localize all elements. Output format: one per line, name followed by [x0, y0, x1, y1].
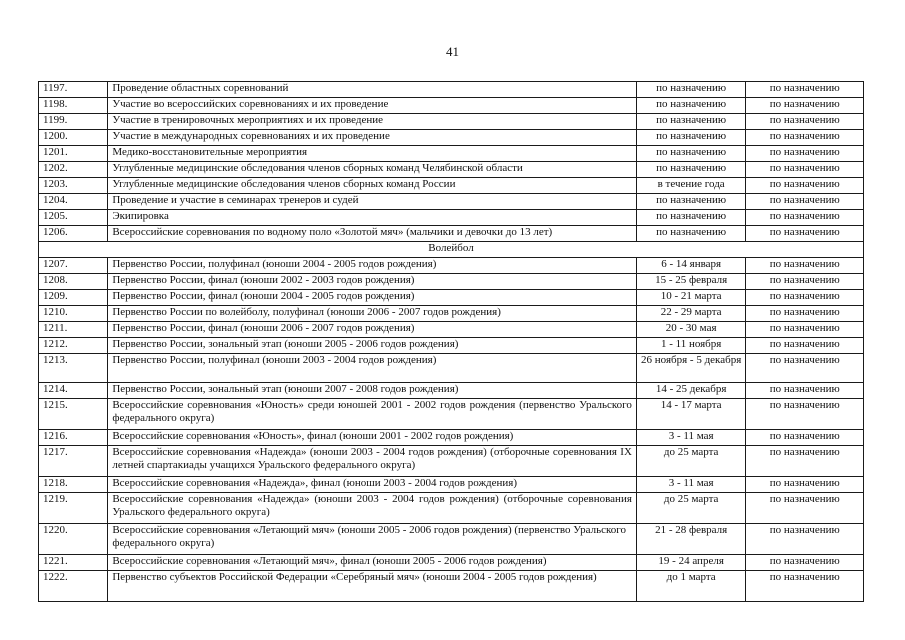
row-number: 1209. — [39, 290, 108, 306]
table-row — [39, 399, 864, 430]
row-number: 1216. — [39, 430, 108, 446]
event-place: по назначению — [746, 98, 864, 114]
row-number: 1213. — [39, 354, 108, 383]
row-number: 1201. — [39, 146, 108, 162]
table-row — [39, 210, 864, 226]
table-row — [39, 162, 864, 178]
event-date: 6 - 14 января — [636, 258, 746, 274]
event-date: по назначению — [636, 194, 746, 210]
row-number: 1212. — [39, 338, 108, 354]
row-number: 1218. — [39, 477, 108, 493]
event-place: по назначению — [746, 194, 864, 210]
table-row — [39, 322, 864, 338]
event-name: Проведение и участие в семинарах тренеров и судей — [108, 194, 637, 210]
event-place: по назначению — [746, 477, 864, 493]
section-row — [39, 242, 864, 258]
event-place: по назначению — [746, 290, 864, 306]
event-date: в течение года — [636, 178, 746, 194]
event-place: по назначению — [746, 446, 864, 477]
event-date: 14 - 17 марта — [636, 399, 746, 430]
event-date: 26 ноября - 5 декабря — [636, 354, 746, 383]
event-date: 14 - 25 декабря — [636, 383, 746, 399]
event-name: Участие в тренировочных мероприятиях и их проведение — [108, 114, 637, 130]
row-number: 1217. — [39, 446, 108, 477]
event-place: по назначению — [746, 274, 864, 290]
row-number: 1214. — [39, 383, 108, 399]
table-row — [39, 446, 864, 477]
event-place: по назначению — [746, 82, 864, 98]
schedule-table — [38, 81, 864, 602]
event-place: по назначению — [746, 162, 864, 178]
event-name: Углубленные медицинские обследования членов сборных команд России — [108, 178, 637, 194]
row-number: 1220. — [39, 524, 108, 555]
event-date: по назначению — [636, 98, 746, 114]
event-date: 3 - 11 мая — [636, 477, 746, 493]
table-row — [39, 226, 864, 242]
event-date: до 1 марта — [636, 571, 746, 602]
row-number: 1222. — [39, 571, 108, 602]
row-number: 1207. — [39, 258, 108, 274]
table-row — [39, 555, 864, 571]
event-place: по назначению — [746, 146, 864, 162]
event-name: Первенство России по волейболу, полуфинал (юноши 2006 - 2007 годов рождения) — [108, 306, 637, 322]
event-date: до 25 марта — [636, 446, 746, 477]
section-title: Волейбол — [39, 242, 864, 258]
event-name: Первенство России, полуфинал (юноши 2003 - 2004 годов рождения) — [108, 354, 637, 383]
table-row — [39, 477, 864, 493]
event-name: Всероссийские соревнования «Юность», финал (юноши 2001 - 2002 годов рождения) — [108, 430, 637, 446]
event-place: по назначению — [746, 130, 864, 146]
event-date: по назначению — [636, 82, 746, 98]
event-date: по назначению — [636, 226, 746, 242]
row-number: 1221. — [39, 555, 108, 571]
event-date: по назначению — [636, 114, 746, 130]
event-name: Участие в международных соревнованиях и их проведение — [108, 130, 637, 146]
event-place: по назначению — [746, 114, 864, 130]
event-place: по назначению — [746, 493, 864, 524]
event-name: Первенство субъектов Российской Федерации «Серебряный мяч» (юноши 2004 - 2005 годов рождения) — [108, 571, 637, 602]
event-name: Всероссийские соревнования «Надежда» (юноши 2003 - 2004 годов рождения) (отборочные соревнования IX летней спартакиады учащихся Уральского федерального округа) — [108, 446, 637, 477]
table-row — [39, 290, 864, 306]
table-row — [39, 493, 864, 524]
row-number: 1199. — [39, 114, 108, 130]
event-place: по назначению — [746, 571, 864, 602]
event-name: Первенство России, финал (юноши 2004 - 2005 годов рождения) — [108, 290, 637, 306]
row-number: 1200. — [39, 130, 108, 146]
event-date: 22 - 29 марта — [636, 306, 746, 322]
event-place: по назначению — [746, 430, 864, 446]
row-number: 1210. — [39, 306, 108, 322]
event-date: 3 - 11 мая — [636, 430, 746, 446]
event-place: по назначению — [746, 258, 864, 274]
table-row — [39, 306, 864, 322]
event-date: 15 - 25 февраля — [636, 274, 746, 290]
event-name: Всероссийские соревнования «Надежда», финал (юноши 2003 - 2004 годов рождения) — [108, 477, 637, 493]
event-name: Первенство России, зональный этап (юноши 2005 - 2006 годов рождения) — [108, 338, 637, 354]
event-place: по назначению — [746, 399, 864, 430]
row-number: 1204. — [39, 194, 108, 210]
event-date: по назначению — [636, 146, 746, 162]
event-date: 10 - 21 марта — [636, 290, 746, 306]
table-row — [39, 383, 864, 399]
event-name: Проведение областных соревнований — [108, 82, 637, 98]
event-date: по назначению — [636, 162, 746, 178]
event-place: по назначению — [746, 306, 864, 322]
row-number: 1202. — [39, 162, 108, 178]
row-number: 1203. — [39, 178, 108, 194]
event-name: Медико-восстановительные мероприятия — [108, 146, 637, 162]
table-row — [39, 354, 864, 383]
event-name: Всероссийские соревнования «Летающий мяч», финал (юноши 2005 - 2006 годов рождения) — [108, 555, 637, 571]
table-row — [39, 571, 864, 602]
table-row — [39, 178, 864, 194]
event-place: по назначению — [746, 178, 864, 194]
row-number: 1215. — [39, 399, 108, 430]
table-row — [39, 338, 864, 354]
event-name: Участие во всероссийских соревнованиях и их проведение — [108, 98, 637, 114]
event-name: Первенство России, полуфинал (юноши 2004 - 2005 годов рождения) — [108, 258, 637, 274]
event-place: по назначению — [746, 383, 864, 399]
event-place: по назначению — [746, 210, 864, 226]
table-row — [39, 430, 864, 446]
table-row — [39, 130, 864, 146]
event-name: Первенство России, зональный этап (юноши 2007 - 2008 годов рождения) — [108, 383, 637, 399]
event-date: по назначению — [636, 130, 746, 146]
table-row — [39, 146, 864, 162]
event-date: до 25 марта — [636, 493, 746, 524]
table-row — [39, 82, 864, 98]
event-place: по назначению — [746, 555, 864, 571]
row-number: 1198. — [39, 98, 108, 114]
row-number: 1208. — [39, 274, 108, 290]
event-place: по назначению — [746, 524, 864, 555]
table-row — [39, 114, 864, 130]
row-number: 1211. — [39, 322, 108, 338]
row-number: 1205. — [39, 210, 108, 226]
event-name: Всероссийские соревнования «Летающий мяч» (юноши 2005 - 2006 годов рождения) (первенство Уральского федерального округа) — [108, 524, 637, 555]
event-date: по назначению — [636, 210, 746, 226]
row-number: 1219. — [39, 493, 108, 524]
row-number: 1206. — [39, 226, 108, 242]
page-number: 41 — [446, 44, 459, 59]
event-name: Всероссийские соревнования по водному поло «Золотой мяч» (мальчики и девочки до 13 лет) — [108, 226, 637, 242]
event-name: Экипировка — [108, 210, 637, 226]
event-name: Всероссийские соревнования «Надежда» (юноши 2003 - 2004 годов рождения) (отборочные соревнования Уральского федерального округа) — [108, 493, 637, 524]
event-place: по назначению — [746, 226, 864, 242]
row-number: 1197. — [39, 82, 108, 98]
event-date: 21 - 28 февраля — [636, 524, 746, 555]
table-row — [39, 258, 864, 274]
table-row — [39, 274, 864, 290]
table-row — [39, 98, 864, 114]
event-name: Первенство России, финал (юноши 2002 - 2003 годов рождения) — [108, 274, 637, 290]
event-place: по назначению — [746, 338, 864, 354]
event-place: по назначению — [746, 322, 864, 338]
event-name: Всероссийские соревнования «Юность» среди юношей 2001 - 2002 годов рождения (первенство Уральского федерального округа) — [108, 399, 637, 430]
event-name: Углубленные медицинские обследования членов сборных команд Челябинской области — [108, 162, 637, 178]
table-row — [39, 524, 864, 555]
event-date: 1 - 11 ноября — [636, 338, 746, 354]
event-date: 20 - 30 мая — [636, 322, 746, 338]
event-place: по назначению — [746, 354, 864, 383]
event-date: 19 - 24 апреля — [636, 555, 746, 571]
table-row — [39, 194, 864, 210]
event-name: Первенство России, финал (юноши 2006 - 2007 годов рождения) — [108, 322, 637, 338]
